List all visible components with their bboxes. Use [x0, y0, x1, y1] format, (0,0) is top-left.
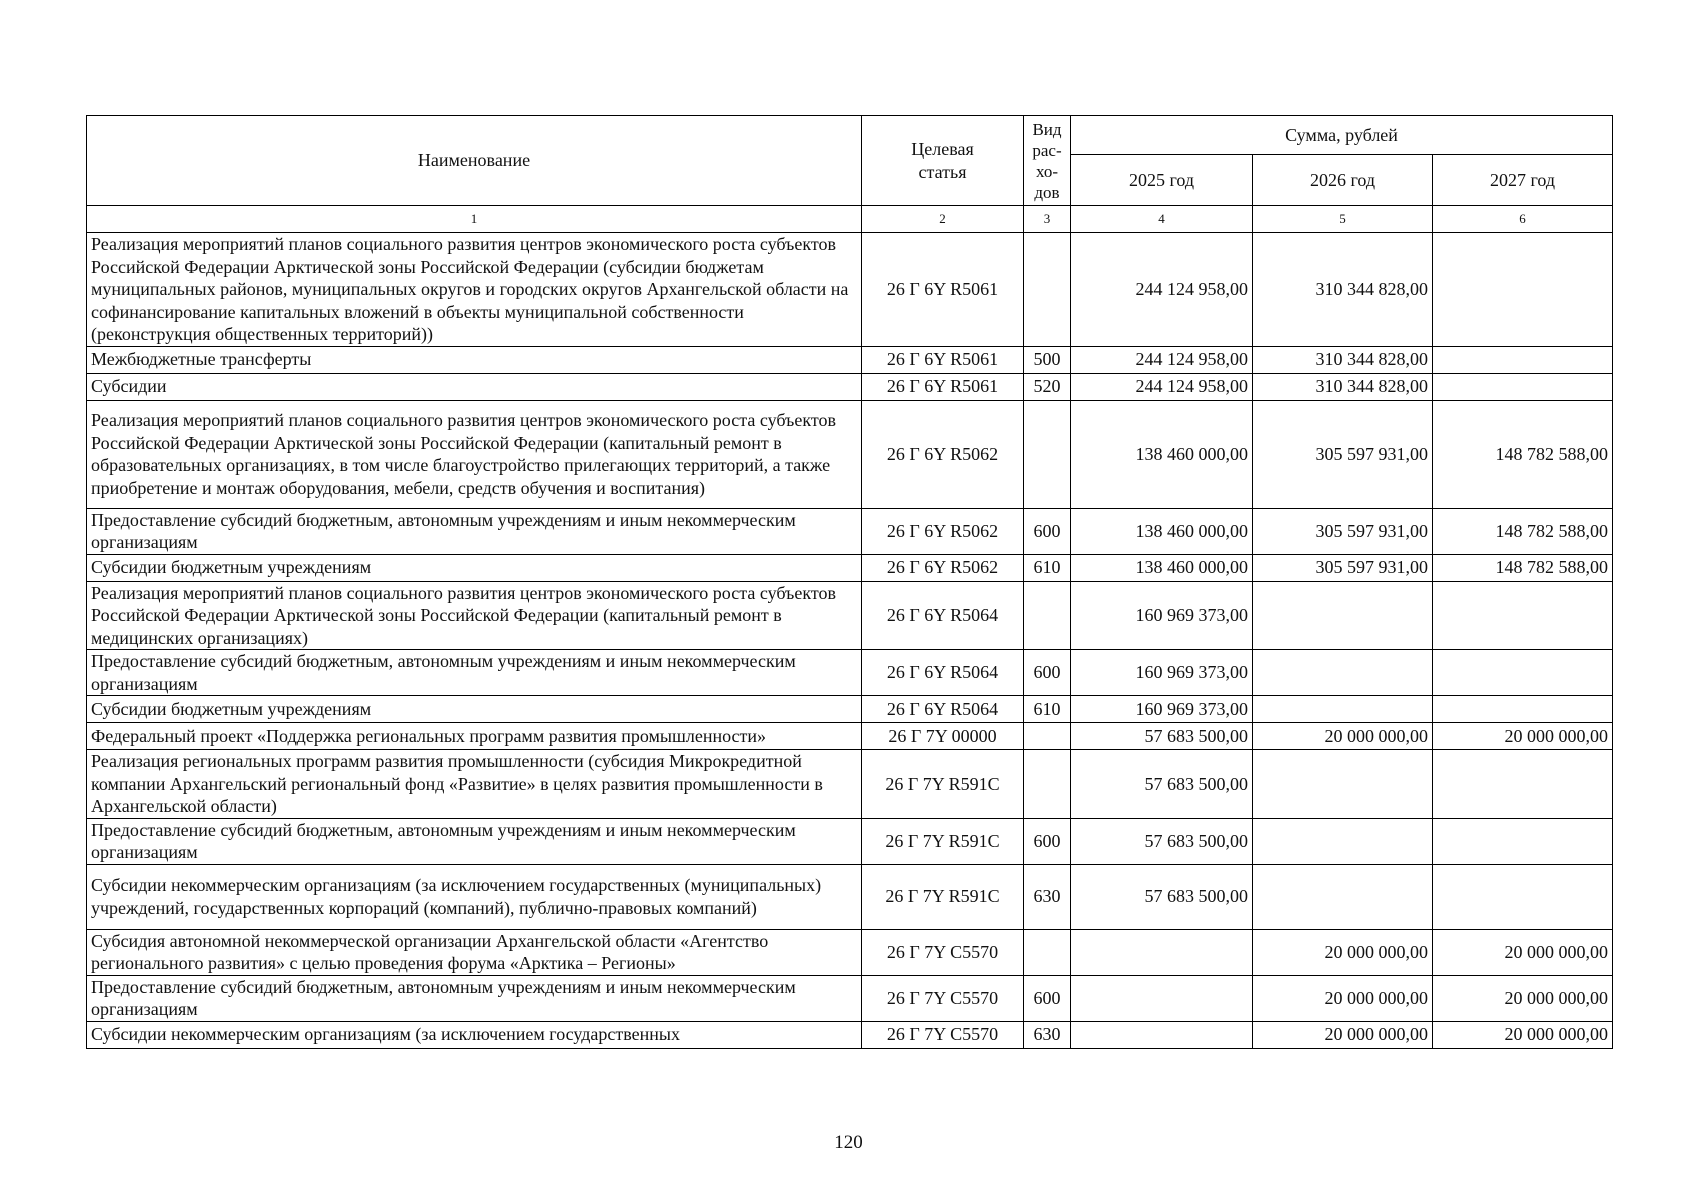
row-value-2027 — [1433, 696, 1613, 723]
column-index: 1 — [87, 206, 862, 233]
row-value-2025: 57 683 500,00 — [1071, 818, 1253, 864]
column-index: 4 — [1071, 206, 1253, 233]
row-value-2025: 57 683 500,00 — [1071, 864, 1253, 929]
row-target-article: 26 Г 6Y R5061 — [862, 373, 1024, 400]
row-value-2025: 244 124 958,00 — [1071, 373, 1253, 400]
column-index-row — [87, 206, 1613, 233]
row-name: Реализация региональных программ развития промышленности (субсидия Микрокредитной компании Архангельский региональный фонд «Развитие» в целях развития промышленности в Архангельской области) — [87, 750, 862, 819]
row-value-2025: 160 969 373,00 — [1071, 696, 1253, 723]
row-target-article: 26 Г 7Y 00000 — [862, 723, 1024, 750]
header-target-article: Целевая статья — [862, 116, 1024, 206]
row-value-2027 — [1433, 818, 1613, 864]
page-number: 120 — [834, 1132, 863, 1153]
row-value-2025 — [1071, 929, 1253, 975]
row-name: Субсидии бюджетным учреждениям — [87, 554, 862, 581]
table-row — [87, 233, 1613, 347]
row-target-article: 26 Г 7Y R591C — [862, 864, 1024, 929]
row-value-2025: 138 460 000,00 — [1071, 400, 1253, 508]
row-value-2027 — [1433, 233, 1613, 347]
row-expense-type — [1024, 750, 1071, 819]
row-value-2026 — [1253, 864, 1433, 929]
row-value-2025: 57 683 500,00 — [1071, 723, 1253, 750]
table-row — [87, 750, 1613, 819]
row-value-2026 — [1253, 581, 1433, 650]
row-target-article: 26 Г 6Y R5064 — [862, 650, 1024, 696]
table-row — [87, 346, 1613, 373]
table-body — [87, 233, 1613, 1049]
row-name: Реализация мероприятий планов социального развития центров экономического роста субъектов Российской Федерации Арктической зоны Российской Федерации (капитальный ремонт в образовательных организациях, в том числе благоустройство прилегающих территорий, а также приобретение и монтаж оборудования, мебели, средств обучения и воспитания) — [87, 400, 862, 508]
row-name: Предоставление субсидий бюджетным, автономным учреждениям и иным некоммерческим организациям — [87, 975, 862, 1021]
row-name: Федеральный проект «Поддержка региональных программ развития промышленности» — [87, 723, 862, 750]
row-value-2026: 20 000 000,00 — [1253, 975, 1433, 1021]
row-name: Реализация мероприятий планов социального развития центров экономического роста субъектов Российской Федерации Арктической зоны Российской Федерации (субсидии бюджетам муниципальных районов, муниципальных округов и городских округов Архангельской области на софинансирование капитальных вложений в объекты муниципальной собственности (реконструкция общественных территорий)) — [87, 233, 862, 347]
row-value-2026: 20 000 000,00 — [1253, 1021, 1433, 1048]
row-value-2025: 244 124 958,00 — [1071, 233, 1253, 347]
row-value-2026: 305 597 931,00 — [1253, 554, 1433, 581]
row-value-2027 — [1433, 750, 1613, 819]
row-value-2027 — [1433, 864, 1613, 929]
row-value-2025: 138 460 000,00 — [1071, 554, 1253, 581]
row-expense-type: 600 — [1024, 508, 1071, 554]
row-name: Предоставление субсидий бюджетным, автономным учреждениям и иным некоммерческим организациям — [87, 650, 862, 696]
table-row — [87, 696, 1613, 723]
row-target-article: 26 Г 6Y R5062 — [862, 554, 1024, 581]
table-row — [87, 400, 1613, 508]
row-value-2027: 20 000 000,00 — [1433, 929, 1613, 975]
table-row — [87, 508, 1613, 554]
table-row — [87, 1021, 1613, 1048]
row-target-article: 26 Г 6Y R5061 — [862, 346, 1024, 373]
row-value-2026 — [1253, 818, 1433, 864]
header-sum: Сумма, рублей — [1071, 116, 1613, 155]
row-target-article: 26 Г 6Y R5064 — [862, 581, 1024, 650]
row-expense-type: 500 — [1024, 346, 1071, 373]
row-value-2026: 20 000 000,00 — [1253, 929, 1433, 975]
row-value-2025: 160 969 373,00 — [1071, 650, 1253, 696]
row-value-2026 — [1253, 750, 1433, 819]
row-expense-type — [1024, 581, 1071, 650]
row-name: Межбюджетные трансферты — [87, 346, 862, 373]
row-value-2026: 305 597 931,00 — [1253, 400, 1433, 508]
row-value-2025: 57 683 500,00 — [1071, 750, 1253, 819]
row-expense-type: 630 — [1024, 1021, 1071, 1048]
table-row — [87, 929, 1613, 975]
row-target-article: 26 Г 6Y R5062 — [862, 508, 1024, 554]
row-name: Субсидия автономной некоммерческой организации Архангельской области «Агентство регионального развития» с целью проведения форума «Арктика – Регионы» — [87, 929, 862, 975]
row-value-2027: 20 000 000,00 — [1433, 723, 1613, 750]
row-value-2027 — [1433, 373, 1613, 400]
header-year-2025: 2025 год — [1071, 155, 1253, 206]
row-expense-type: 600 — [1024, 818, 1071, 864]
row-target-article: 26 Г 6Y R5061 — [862, 233, 1024, 347]
column-index: 6 — [1433, 206, 1613, 233]
row-expense-type — [1024, 233, 1071, 347]
row-name: Субсидии бюджетным учреждениям — [87, 696, 862, 723]
row-target-article: 26 Г 6Y R5062 — [862, 400, 1024, 508]
row-expense-type: 610 — [1024, 696, 1071, 723]
column-index: 5 — [1253, 206, 1433, 233]
row-expense-type: 600 — [1024, 975, 1071, 1021]
row-target-article: 26 Г 7Y R591C — [862, 818, 1024, 864]
row-value-2025: 138 460 000,00 — [1071, 508, 1253, 554]
row-value-2027: 148 782 588,00 — [1433, 400, 1613, 508]
table-row — [87, 864, 1613, 929]
row-target-article: 26 Г 7Y R591C — [862, 750, 1024, 819]
row-expense-type — [1024, 723, 1071, 750]
row-expense-type: 610 — [1024, 554, 1071, 581]
header-name: Наименование — [87, 116, 862, 206]
header-expense-type: Вид рас- хо- дов — [1024, 116, 1071, 206]
row-expense-type: 630 — [1024, 864, 1071, 929]
table-row — [87, 650, 1613, 696]
row-target-article: 26 Г 7Y C5570 — [862, 929, 1024, 975]
row-value-2027: 148 782 588,00 — [1433, 554, 1613, 581]
table-header — [87, 116, 1613, 233]
row-expense-type — [1024, 400, 1071, 508]
row-value-2026: 20 000 000,00 — [1253, 723, 1433, 750]
table-row — [87, 975, 1613, 1021]
column-index: 2 — [862, 206, 1024, 233]
row-name: Субсидии некоммерческим организациям (за исключением государственных — [87, 1021, 862, 1048]
row-value-2025: 244 124 958,00 — [1071, 346, 1253, 373]
row-value-2025: 160 969 373,00 — [1071, 581, 1253, 650]
row-name: Предоставление субсидий бюджетным, автономным учреждениям и иным некоммерческим организациям — [87, 818, 862, 864]
row-value-2027 — [1433, 346, 1613, 373]
row-value-2027 — [1433, 581, 1613, 650]
row-value-2027: 148 782 588,00 — [1433, 508, 1613, 554]
row-value-2025 — [1071, 1021, 1253, 1048]
row-expense-type — [1024, 929, 1071, 975]
row-expense-type: 520 — [1024, 373, 1071, 400]
row-value-2027: 20 000 000,00 — [1433, 975, 1613, 1021]
budget-table — [86, 115, 1613, 1049]
row-expense-type: 600 — [1024, 650, 1071, 696]
row-value-2027 — [1433, 650, 1613, 696]
table-row — [87, 373, 1613, 400]
table-row — [87, 723, 1613, 750]
row-value-2027: 20 000 000,00 — [1433, 1021, 1613, 1048]
row-target-article: 26 Г 7Y C5570 — [862, 1021, 1024, 1048]
column-index: 3 — [1024, 206, 1071, 233]
row-name: Субсидии — [87, 373, 862, 400]
row-value-2026: 310 344 828,00 — [1253, 346, 1433, 373]
row-value-2026: 305 597 931,00 — [1253, 508, 1433, 554]
row-value-2025 — [1071, 975, 1253, 1021]
row-name: Реализация мероприятий планов социального развития центров экономического роста субъектов Российской Федерации Арктической зоны Российской Федерации (капитальный ремонт в медицинских организациях) — [87, 581, 862, 650]
header-year-2026: 2026 год — [1253, 155, 1433, 206]
row-value-2026: 310 344 828,00 — [1253, 373, 1433, 400]
row-value-2026 — [1253, 650, 1433, 696]
row-value-2026 — [1253, 696, 1433, 723]
row-name: Предоставление субсидий бюджетным, автономным учреждениям и иным некоммерческим организациям — [87, 508, 862, 554]
header-year-2027: 2027 год — [1433, 155, 1613, 206]
table-row — [87, 581, 1613, 650]
row-name: Субсидии некоммерческим организациям (за исключением государственных (муниципальных) учреждений, государственных корпораций (компаний), публично-правовых компаний) — [87, 864, 862, 929]
row-value-2026: 310 344 828,00 — [1253, 233, 1433, 347]
table-row — [87, 554, 1613, 581]
row-target-article: 26 Г 7Y C5570 — [862, 975, 1024, 1021]
row-target-article: 26 Г 6Y R5064 — [862, 696, 1024, 723]
table-row — [87, 818, 1613, 864]
